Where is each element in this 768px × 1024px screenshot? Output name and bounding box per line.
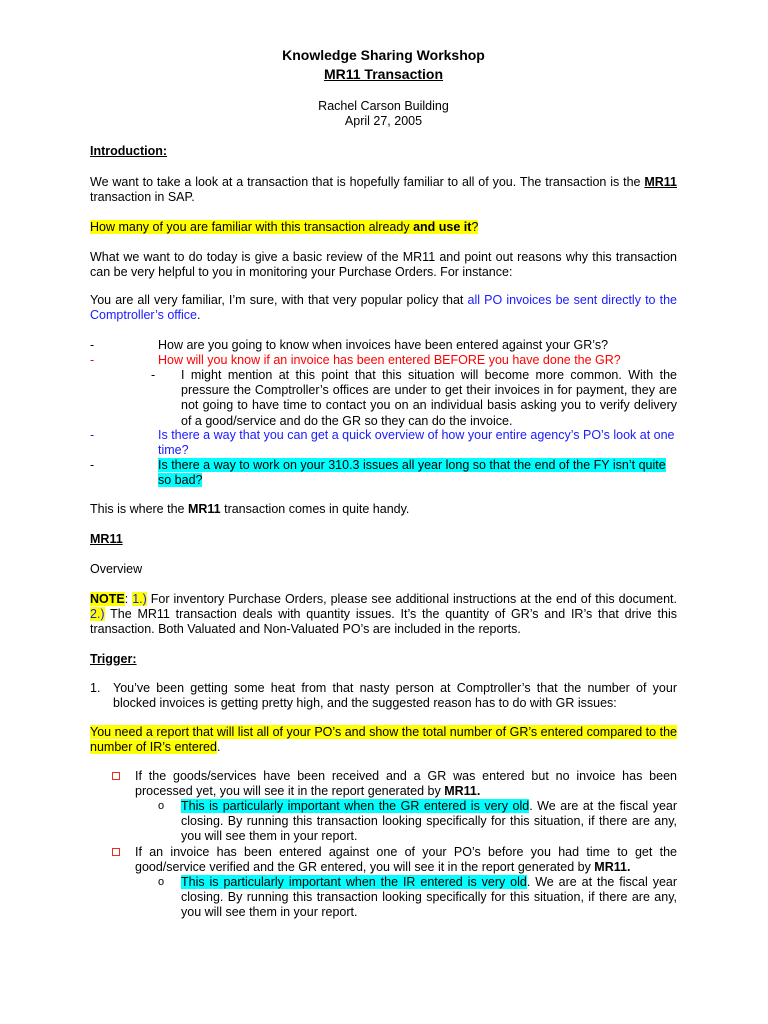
- trigger-heading: Trigger:: [90, 652, 137, 666]
- mr11-heading: MR11: [90, 532, 123, 546]
- doc-date: April 27, 2005: [344, 114, 423, 128]
- overview-label: Overview: [90, 562, 143, 576]
- doc-title: Knowledge Sharing Workshop: [282, 47, 485, 63]
- doc-location: Rachel Carson Building: [318, 99, 449, 113]
- trigger-highlight: You need a report that will list all of your PO’s and show the total number of GR’s entered compared to the number of IR’s entered.: [90, 725, 677, 755]
- intro-paragraph-1: We want to take a look at a transaction that is hopefully familiar to all of you. The transaction is the MR11 transaction in SAP.: [90, 175, 677, 205]
- doc-subtitle: MR11 Transaction: [323, 66, 444, 82]
- checkbox-square-icon: [112, 772, 120, 780]
- intro-paragraph-2: What we want to do today is give a basic review of the MR11 and point out reasons why this transaction can be very helpful to you in monitoring your Purchase Orders. For instance:: [90, 250, 677, 280]
- intro-heading: Introduction:: [90, 144, 168, 158]
- note-paragraph: NOTE: 1.) For inventory Purchase Orders, please see additional instructions at the end of this document. 2.) The MR11 transaction deals with quantity issues. It’s the quantity of GR’s and IR’s that drive this transaction. Both Valuated and Non-Valuated PO’s are included in the reports.: [90, 592, 677, 637]
- intro-paragraph-3: You are all very familiar, I’m sure, with that very popular policy that all PO invoices be sent directly to the Comptroller’s office.: [90, 293, 677, 323]
- intro-paragraph-4: This is where the MR11 transaction comes in quite handy.: [90, 502, 410, 516]
- intro-question: How many of you are familiar with this transaction already and use it?: [90, 220, 479, 234]
- checkbox-square-icon: [112, 848, 120, 856]
